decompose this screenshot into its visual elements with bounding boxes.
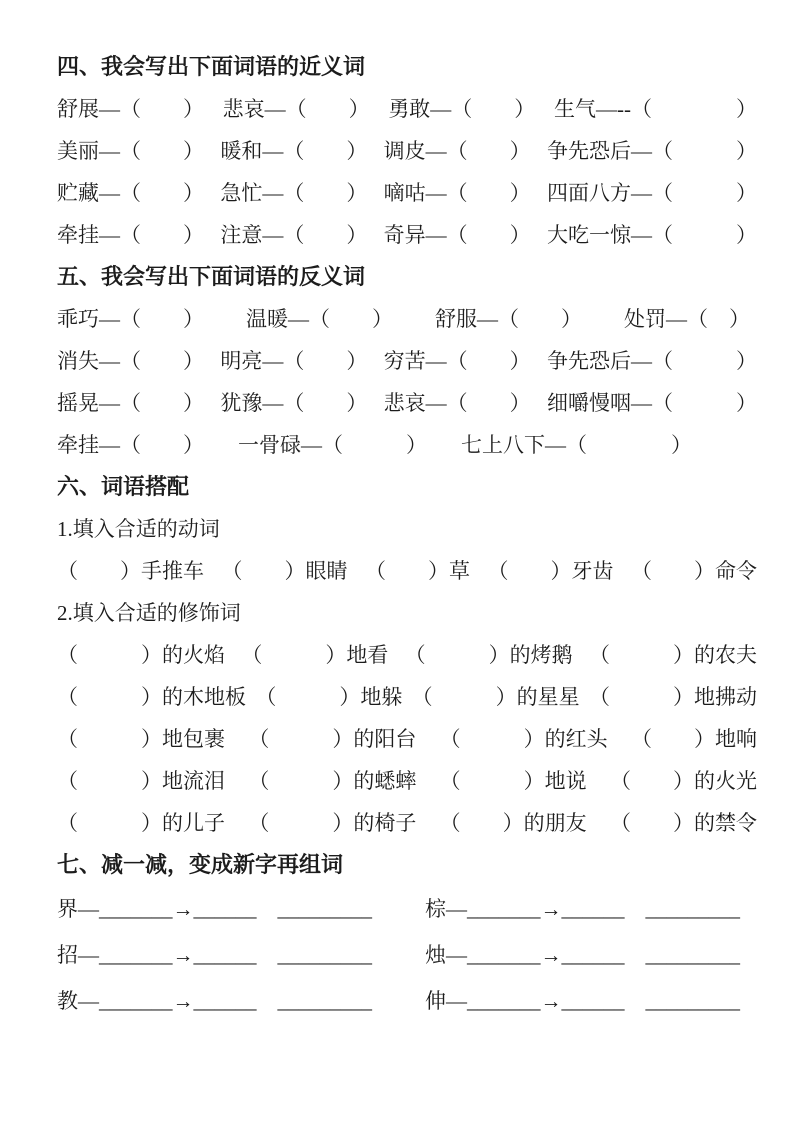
fill-blank-item: 处罚—（ ） <box>624 307 750 331</box>
fill-blank-item: 嘀咕—（ ） <box>383 181 531 205</box>
fill-blank-item: （ ）眼睛 <box>221 559 348 583</box>
antonyms-title: 五、我会写出下面词语的反义词 <box>57 264 366 289</box>
fill-blank-item: （ ）牙齿 <box>487 559 614 583</box>
fill-blank-item: 七上八下—（ ） <box>461 433 692 457</box>
section-synonyms <box>57 46 757 256</box>
verb-sub-label: 1.填入合适的动词 <box>57 517 220 541</box>
fill-blank-item: 奇异—（ ） <box>383 223 531 247</box>
fill-blank-item: （ ）的禁令 <box>609 811 757 835</box>
antonyms-row <box>57 382 757 424</box>
fill-blank-item: （ ）的儿子 <box>57 811 225 835</box>
collocation-title: 六、词语搭配 <box>57 474 190 499</box>
character-transform-item: 棕—_______→______ _________ <box>425 897 740 921</box>
antonyms-row <box>57 298 757 340</box>
fill-blank-item: 生气—--（ ） <box>553 97 757 121</box>
modifier-sub-label: 2.填入合适的修饰词 <box>57 601 241 625</box>
fill-blank-item: 四面八方—（ ） <box>546 181 757 205</box>
fill-blank-item: （ ）的火焰 <box>57 643 225 667</box>
fill-blank-item: 争先恐后—（ ） <box>546 139 757 163</box>
character-transform-item: 招—_______→______ _________ <box>57 943 372 967</box>
fill-blank-item: （ ）地拂动 <box>588 685 757 709</box>
modifier-row <box>57 718 757 760</box>
fill-blank-item: 温暖—（ ） <box>246 307 393 331</box>
synonyms-title: 四、我会写出下面词语的近义词 <box>57 54 366 79</box>
character-transform-item: 界—_______→______ _________ <box>57 897 372 921</box>
section-subtract-character <box>57 844 757 1024</box>
fill-blank-item: （ ）的红头 <box>439 727 608 751</box>
fill-blank-item: 乖巧—（ ） <box>57 307 204 331</box>
fill-blank-item: 悲哀—（ ） <box>383 391 531 415</box>
fill-blank-item: （ ）的星星 <box>411 685 580 709</box>
verb-row <box>57 550 757 592</box>
subtract-row <box>57 978 757 1024</box>
fill-blank-item: 明亮—（ ） <box>220 349 368 373</box>
fill-blank-item: （ ）地躲 <box>255 685 403 709</box>
fill-blank-item: 急忙—（ ） <box>220 181 368 205</box>
fill-blank-item: 大吃一惊—（ ） <box>546 223 757 247</box>
fill-blank-item: （ ）的蟋蟀 <box>248 769 417 793</box>
fill-blank-item: （ ）的阳台 <box>248 727 417 751</box>
fill-blank-item: （ ）的农夫 <box>588 643 757 667</box>
section-antonyms <box>57 256 757 466</box>
fill-blank-item: 注意—（ ） <box>220 223 368 247</box>
synonyms-row <box>57 172 757 214</box>
fill-blank-item: 犹豫—（ ） <box>220 391 368 415</box>
subtract-row <box>57 932 757 978</box>
fill-blank-item: 舒服—（ ） <box>435 307 582 331</box>
fill-blank-item: 悲哀—（ ） <box>222 97 370 121</box>
fill-blank-item: （ ）的朋友 <box>439 811 587 835</box>
fill-blank-item: 摇晃—（ ） <box>57 391 204 415</box>
worksheet-content <box>57 46 757 1024</box>
subtract-row <box>57 886 757 932</box>
synonyms-row <box>57 88 757 130</box>
fill-blank-item: （ ）的木地板 <box>57 685 246 709</box>
fill-blank-item: 勇敢—（ ） <box>388 97 536 121</box>
fill-blank-item: 牵挂—（ ） <box>57 433 204 457</box>
synonyms-row <box>57 130 757 172</box>
fill-blank-item: （ ）的椅子 <box>248 811 417 835</box>
fill-blank-item: （ ）地看 <box>241 643 389 667</box>
character-transform-item: 教—_______→______ _________ <box>57 989 372 1013</box>
fill-blank-item: 贮藏—（ ） <box>57 181 204 205</box>
section-collocation <box>57 466 757 844</box>
synonyms-row <box>57 214 757 256</box>
subtract-title: 七、减一减，变成新字再组词 <box>57 852 344 877</box>
character-transform-item: 伸—_______→______ _________ <box>425 989 740 1013</box>
fill-blank-item: 暖和—（ ） <box>220 139 368 163</box>
antonyms-row <box>57 340 757 382</box>
fill-blank-item: （ ）地响 <box>630 727 757 751</box>
fill-blank-item: 穷苦—（ ） <box>383 349 531 373</box>
antonyms-row <box>57 424 757 466</box>
fill-blank-item: （ ）地流泪 <box>57 769 225 793</box>
fill-blank-item: 美丽—（ ） <box>57 139 204 163</box>
fill-blank-item: 舒展—（ ） <box>57 97 204 121</box>
fill-blank-item: （ ）的火光 <box>609 769 757 793</box>
modifier-row <box>57 676 757 718</box>
fill-blank-item: 争先恐后—（ ） <box>546 349 757 373</box>
fill-blank-item: 牵挂—（ ） <box>57 223 204 247</box>
fill-blank-item: （ ）草 <box>365 559 470 583</box>
fill-blank-item: （ ）的烤鹅 <box>404 643 573 667</box>
fill-blank-item: 细嚼慢咽—（ ） <box>546 391 757 415</box>
fill-blank-item: 消失—（ ） <box>57 349 204 373</box>
character-transform-item: 烛—_______→______ _________ <box>425 943 740 967</box>
fill-blank-item: （ ）地包裹 <box>57 727 225 751</box>
modifier-row <box>57 634 757 676</box>
modifier-row <box>57 760 757 802</box>
fill-blank-item: 一骨碌—（ ） <box>238 433 427 457</box>
fill-blank-item: （ ）手推车 <box>57 559 204 583</box>
fill-blank-item: 调皮—（ ） <box>383 139 531 163</box>
modifier-row <box>57 802 757 844</box>
fill-blank-item: （ ）命令 <box>631 559 757 583</box>
fill-blank-item: （ ）地说 <box>439 769 587 793</box>
